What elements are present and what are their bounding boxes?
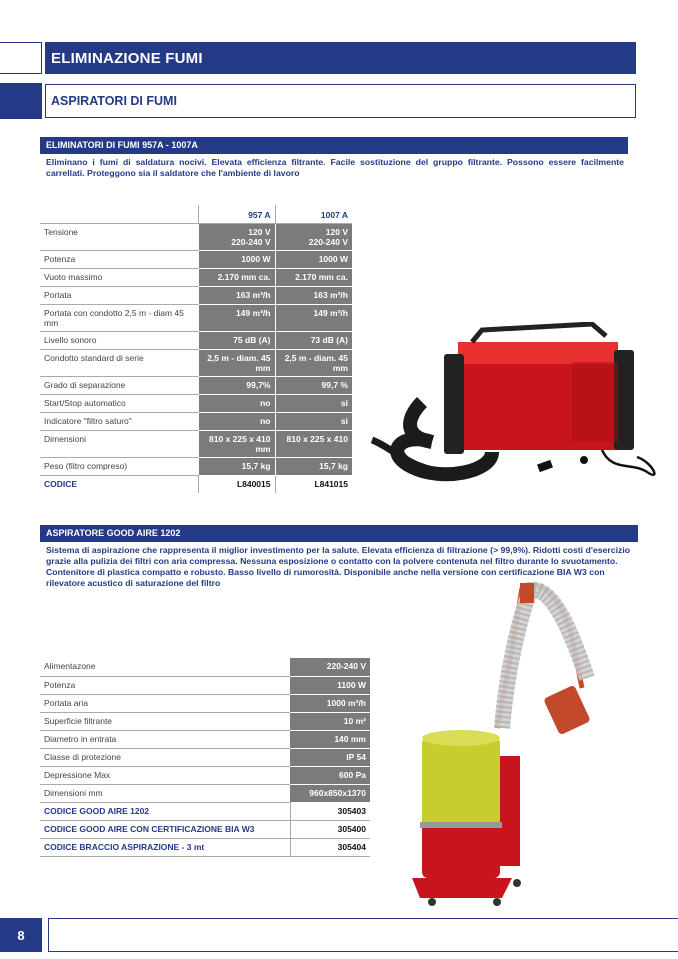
code-label: CODICE BRACCIO ASPIRAZIONE - 3 mt	[40, 838, 290, 856]
table-row	[40, 331, 352, 349]
table-corner	[40, 205, 198, 223]
value-957a: 2.170 mm ca.	[198, 268, 275, 286]
table-row	[40, 766, 370, 784]
value-957a: 120 V 220-240 V	[198, 223, 275, 250]
value-1007a: 2,5 m - diam. 45 mm	[275, 349, 352, 376]
row-label: Portata	[40, 286, 198, 304]
value-1007a: 73 dB (A)	[275, 331, 352, 349]
value-1007a: 2.170 mm ca.	[275, 268, 352, 286]
page-title: ELIMINAZIONE FUMI	[45, 42, 636, 74]
row-label: Dimensioni mm	[40, 784, 290, 802]
table-row	[40, 268, 352, 286]
table-row	[40, 694, 370, 712]
row-label: Alimentazone	[40, 658, 290, 676]
row-label: Start/Stop automatico	[40, 394, 198, 412]
fume-extractor-image	[362, 322, 670, 494]
value-1007a: 15,7 kg	[275, 457, 352, 475]
table-row	[40, 304, 352, 331]
row-label: Tensione	[40, 223, 198, 250]
value-1007a: 810 x 225 x 410	[275, 430, 352, 457]
table-row	[40, 430, 352, 457]
value-1007a: 163 m³/h	[275, 286, 352, 304]
value-957a: no	[198, 394, 275, 412]
row-value: 10 m²	[290, 712, 370, 730]
row-label: Condotto standard di serie	[40, 349, 198, 376]
code-1007a: L841015	[275, 475, 352, 493]
row-value: 1000 m³/h	[290, 694, 370, 712]
section1-spec-table	[40, 205, 352, 493]
table-row	[40, 286, 352, 304]
value-1007a: 120 V 220-240 V	[275, 223, 352, 250]
row-label: Peso (filtro compreso)	[40, 457, 198, 475]
code-label: CODICE	[44, 478, 78, 489]
code-row	[40, 838, 370, 856]
row-value: IP 54	[290, 748, 370, 766]
row-label: Dimensioni	[40, 430, 198, 457]
section1-description: Eliminano i fumi di saldatura nocivi. Elevata efficienza filtrante. Facile sostituzione del gruppo filtrante. Possono essere facilmente carrellati. Proteggono sia il saldatore che l'ambiente di lavoro	[46, 157, 624, 178]
row-label: Potenza	[40, 676, 290, 694]
row-label: Portata con condotto 2,5 m - diam 45 mm	[40, 304, 198, 331]
row-value: 220-240 V	[290, 658, 370, 676]
value-957a: 99,7%	[198, 376, 275, 394]
header-left-box	[0, 42, 42, 74]
code-957a: L840015	[198, 475, 275, 493]
table-row	[40, 784, 370, 802]
row-value: 600 Pa	[290, 766, 370, 784]
value-957a: 2,5 m - diam. 45 mm	[198, 349, 275, 376]
column-header-1007a: 1007 A	[275, 205, 352, 223]
value-1007a: 149 m³/h	[275, 304, 352, 331]
value-1007a: 99,7 %	[275, 376, 352, 394]
code-value: 305400	[290, 820, 370, 838]
value-957a: 163 m³/h	[198, 286, 275, 304]
table-row	[40, 376, 352, 394]
table-row	[40, 394, 352, 412]
code-label: CODICE GOOD AIRE CON CERTIFICAZIONE BIA W3	[40, 820, 290, 838]
row-label: Diametro in entrata	[40, 730, 290, 748]
table-row	[40, 250, 352, 268]
table-row	[40, 349, 352, 376]
table-row	[40, 730, 370, 748]
value-1007a: si	[275, 394, 352, 412]
code-row	[40, 820, 370, 838]
value-957a: 810 x 225 x 410 mm	[198, 430, 275, 457]
good-aire-image	[402, 578, 602, 908]
row-label: Potenza	[40, 250, 198, 268]
value-957a: 149 m³/h	[198, 304, 275, 331]
row-label: Superficie filtrante	[40, 712, 290, 730]
row-label: Grado di separazione	[40, 376, 198, 394]
row-label: Indicatore "filtro saturo"	[40, 412, 198, 430]
value-1007a: 1000 W	[275, 250, 352, 268]
code-label: CODICE GOOD AIRE 1202	[40, 802, 290, 820]
section2-spec-table	[40, 658, 370, 857]
value-957a: no	[198, 412, 275, 430]
row-label: Portata aria	[40, 694, 290, 712]
value-957a: 15,7 kg	[198, 457, 275, 475]
table-row	[40, 676, 370, 694]
code-value: 305404	[290, 838, 370, 856]
table-row	[40, 223, 352, 250]
page-number: 8	[0, 918, 42, 952]
row-label: Vuoto massimo	[40, 268, 198, 286]
table-row	[40, 457, 352, 475]
row-value: 1100 W	[290, 676, 370, 694]
table-row	[40, 712, 370, 730]
page-subtitle: ASPIRATORI DI FUMI	[45, 84, 636, 118]
section1-title: ELIMINATORI DI FUMI 957A - 1007A	[40, 137, 628, 154]
value-957a: 75 dB (A)	[198, 331, 275, 349]
code-value: 305403	[290, 802, 370, 820]
section2-title: ASPIRATORE GOOD AIRE 1202	[40, 525, 638, 542]
table-row	[40, 658, 370, 676]
value-1007a: si	[275, 412, 352, 430]
table-row	[40, 412, 352, 430]
row-value: 960x850x1370	[290, 784, 370, 802]
column-header-957a: 957 A	[198, 205, 275, 223]
row-label: Livello sonoro	[40, 331, 198, 349]
row-value: 140 mm	[290, 730, 370, 748]
row-label: Classe di protezione	[40, 748, 290, 766]
code-row	[40, 802, 370, 820]
subheader-left-box	[0, 83, 42, 119]
value-957a: 1000 W	[198, 250, 275, 268]
section2-description: Sistema di aspirazione che rappresenta il miglior investimento per la salute. Elevata efficienza di filtrazione (> 99,9%). Ridotti costi d'esercizio grazie alla pulizia dei filtri con aria compressa. Nessuna esposizione o contatto con la polvere contenuta nel filtro durante lo svuotamento. Contenitore di plastica compatto e robusto. Basso livello di rumorosità. Disponibile anche nella versione con certificazione BIA W3 con rilevatore acustico di saturazione del filtro	[46, 545, 631, 588]
row-label: Depressione Max	[40, 766, 290, 784]
footer-bar	[48, 918, 678, 952]
table-row	[40, 748, 370, 766]
